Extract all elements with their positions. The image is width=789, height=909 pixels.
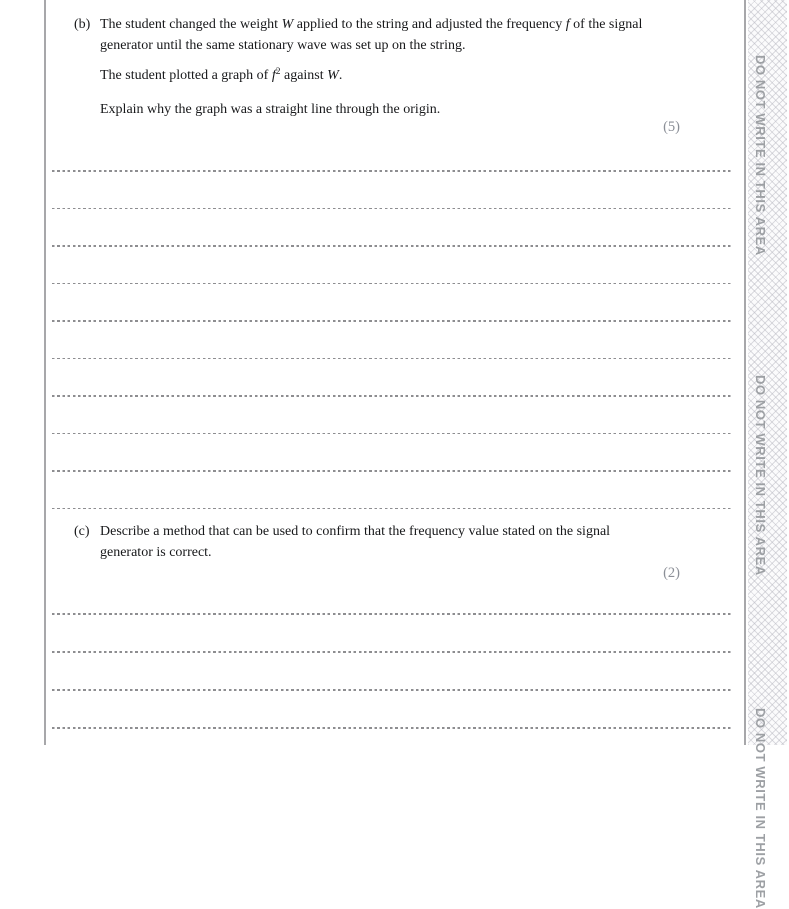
question-c-paragraph-1: Describe a method that can be used to confirm that the frequency value stated on the signal generator is correct. [100, 524, 611, 560]
question-c-marks: (2) [663, 565, 680, 581]
answer-line [52, 433, 731, 435]
do-not-write-watermark-partial: DO NOT WRITE IN THIS AREA [753, 708, 768, 909]
superscript-2: 2 [275, 67, 281, 77]
variable-f: f [565, 17, 570, 32]
variable-W: W [281, 17, 294, 32]
question-b-label: (b) [74, 17, 91, 32]
question-c-label: (c) [74, 524, 90, 539]
page-right-rule [744, 0, 746, 745]
page-left-rule [44, 0, 46, 745]
answer-line [52, 727, 731, 729]
answer-line [52, 283, 731, 285]
answer-line [52, 470, 731, 472]
answer-line [52, 170, 731, 172]
answer-line [52, 395, 731, 397]
variable-W: W [327, 68, 339, 83]
variable-f: f [271, 68, 276, 83]
answer-line [52, 320, 731, 322]
do-not-write-watermark: DO NOT WRITE IN THIS AREA [753, 375, 768, 576]
answer-line [52, 613, 731, 615]
answer-line [52, 358, 731, 360]
answer-line [52, 508, 731, 510]
answer-line [52, 208, 731, 210]
question-b-paragraph-1: The student changed the weight W applied to the string and adjusted the frequency f of the signal generator until the same stationary wave was set up on the string. [100, 17, 643, 53]
do-not-write-watermark: DO NOT WRITE IN THIS AREA [753, 55, 768, 256]
question-b-paragraph-2: The student plotted a graph of $f^2$ against W. [100, 67, 343, 83]
answer-line [52, 689, 731, 691]
question-b-instruction: Explain why the graph was a straight line through the origin. [100, 102, 441, 117]
answer-line [52, 245, 731, 247]
question-b-marks: (5) [663, 119, 680, 135]
answer-line [52, 651, 731, 653]
